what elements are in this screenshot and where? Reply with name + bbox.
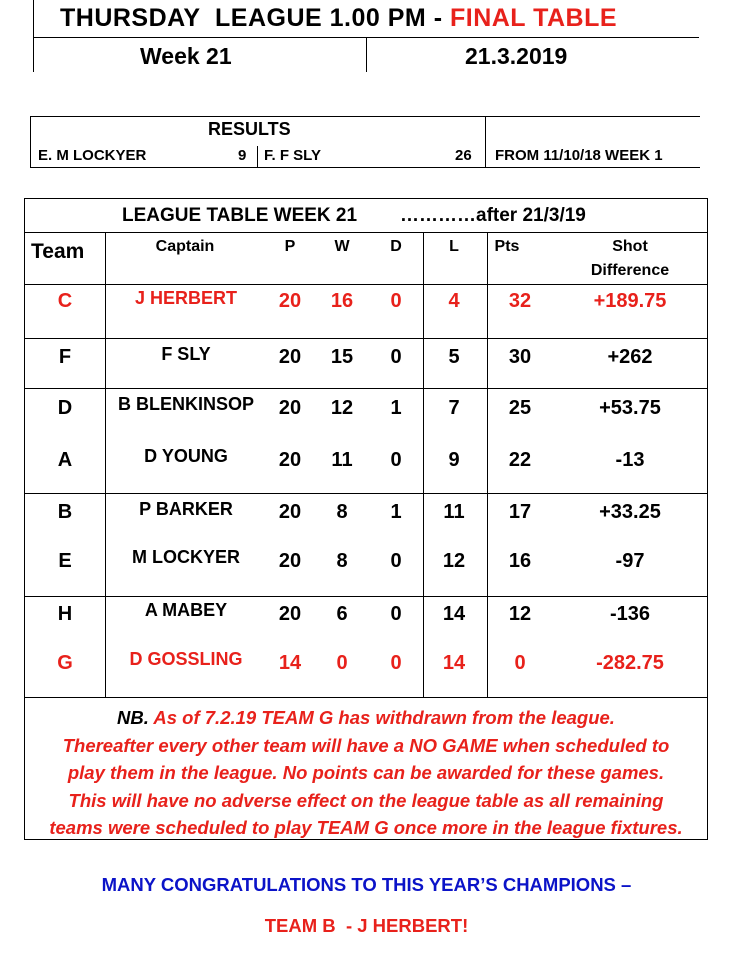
note-line-5: teams were scheduled to play TEAM G once more in the league fixtures. xyxy=(49,817,683,839)
row-w: 15 xyxy=(330,346,354,368)
row-pts: 0 xyxy=(514,652,526,674)
col-header-l: L xyxy=(449,238,459,255)
table-col-rule xyxy=(487,232,488,697)
table-rule xyxy=(24,232,708,233)
table-col-rule xyxy=(105,232,106,697)
note-line-1: As of 7.2.19 TEAM G has withdrawn from the league. xyxy=(148,707,615,728)
row-p: 20 xyxy=(278,346,302,368)
note-prefix: NB. xyxy=(117,707,149,728)
row-l: 12 xyxy=(442,550,466,572)
row-shot: -136 xyxy=(609,603,651,625)
col-header-shot: Shot xyxy=(612,238,648,255)
results-divider-teams xyxy=(257,146,258,168)
row-l: 14 xyxy=(442,603,466,625)
row-captain: F SLY xyxy=(161,344,211,364)
row-l: 11 xyxy=(443,501,465,523)
row-d: 0 xyxy=(390,603,402,625)
col-header-team: Team xyxy=(31,240,85,263)
col-header-captain: Captain xyxy=(155,238,215,255)
row-shot: -282.75 xyxy=(596,652,664,674)
note-line-3: play them in the league. No points can be awarded for these games. xyxy=(67,762,665,784)
result-home-team: E. M LOCKYER xyxy=(38,147,147,164)
row-p: 20 xyxy=(278,501,302,523)
col-header-difference: Difference xyxy=(590,262,670,279)
col-header-d: D xyxy=(390,238,402,255)
row-team: E xyxy=(58,550,72,572)
row-team: D xyxy=(57,397,73,419)
row-d: 0 xyxy=(390,550,402,572)
row-p: 20 xyxy=(278,449,302,471)
row-d: 0 xyxy=(390,290,402,312)
table-rule xyxy=(24,493,708,494)
header-divider xyxy=(366,38,367,72)
row-l: 9 xyxy=(448,449,460,471)
row-pts: 12 xyxy=(508,603,532,625)
row-shot: +33.25 xyxy=(599,501,661,523)
col-header-pts: Pts xyxy=(494,238,520,255)
row-p: 20 xyxy=(278,603,302,625)
row-shot: -97 xyxy=(615,550,645,572)
row-captain: D YOUNG xyxy=(144,446,228,466)
row-d: 0 xyxy=(390,346,402,368)
withdrawal-note xyxy=(26,704,706,842)
row-p: 20 xyxy=(278,397,302,419)
row-team: G xyxy=(57,652,73,674)
note-line-4: This will have no adverse effect on the league table as all remaining xyxy=(68,789,664,811)
row-captain: D GOSSLING xyxy=(129,649,243,669)
row-shot: +53.75 xyxy=(599,397,661,419)
row-w: 8 xyxy=(336,501,348,523)
league-table-after: …………after 21/3/19 xyxy=(400,205,586,226)
row-captain: A MABEY xyxy=(144,600,228,620)
row-l: 4 xyxy=(448,290,460,312)
week-label: Week 21 xyxy=(140,43,232,69)
table-rule xyxy=(24,697,708,698)
results-divider xyxy=(485,116,486,168)
league-table-title: LEAGUE TABLE WEEK 21 xyxy=(122,205,358,226)
row-l: 14 xyxy=(442,652,466,674)
row-shot: +189.75 xyxy=(593,290,667,312)
result-away-score: 26 xyxy=(455,147,472,164)
row-p: 14 xyxy=(278,652,302,674)
row-shot: +262 xyxy=(607,346,653,368)
date-label: 21.3.2019 xyxy=(465,43,568,69)
row-w: 12 xyxy=(330,397,354,419)
row-d: 1 xyxy=(390,397,402,419)
row-pts: 32 xyxy=(508,290,532,312)
champion-text: TEAM B - J HERBERT! xyxy=(264,915,469,936)
table-rule xyxy=(24,388,708,389)
row-captain: M LOCKYER xyxy=(132,547,240,567)
row-l: 7 xyxy=(448,397,460,419)
row-team: B xyxy=(57,501,73,523)
row-pts: 17 xyxy=(508,501,532,523)
table-rule xyxy=(24,284,708,285)
row-p: 20 xyxy=(278,290,302,312)
title-final-table: FINAL TABLE xyxy=(449,4,618,32)
row-team: H xyxy=(57,603,73,625)
table-rule xyxy=(24,338,708,339)
row-shot: -13 xyxy=(615,449,645,471)
row-captain: J HERBERT xyxy=(134,288,237,308)
row-pts: 30 xyxy=(508,346,532,368)
table-rule xyxy=(24,596,708,597)
row-w: 16 xyxy=(330,290,354,312)
row-d: 0 xyxy=(390,652,402,674)
row-team: C xyxy=(57,290,73,312)
row-w: 11 xyxy=(331,449,353,471)
page-title xyxy=(60,4,617,33)
results-title: RESULTS xyxy=(208,119,291,139)
row-w: 6 xyxy=(336,603,348,625)
row-captain: B BLENKINSOP xyxy=(117,394,254,414)
result-from-text: FROM 11/10/18 WEEK 1 xyxy=(495,147,663,164)
row-captain: P BARKER xyxy=(139,499,233,519)
row-w: 0 xyxy=(336,652,348,674)
row-team: F xyxy=(58,346,72,368)
result-home-score: 9 xyxy=(238,147,247,164)
congratulations-text: MANY CONGRATULATIONS TO THIS YEAR’S CHAMPIONS – xyxy=(101,874,632,895)
row-pts: 25 xyxy=(508,397,532,419)
col-header-p: P xyxy=(284,238,296,255)
title-main: THURSDAY LEAGUE 1.00 PM - xyxy=(60,4,450,32)
row-l: 5 xyxy=(448,346,460,368)
table-col-rule xyxy=(423,232,424,697)
note-line-2: Thereafter every other team will have a NO GAME when scheduled to xyxy=(62,734,670,756)
result-away-team: F. F SLY xyxy=(264,147,321,164)
row-pts: 22 xyxy=(508,449,532,471)
row-p: 20 xyxy=(278,550,302,572)
row-d: 1 xyxy=(390,501,402,523)
col-header-w: W xyxy=(334,238,350,255)
row-team: A xyxy=(57,449,73,471)
row-pts: 16 xyxy=(508,550,532,572)
row-w: 8 xyxy=(336,550,348,572)
row-d: 0 xyxy=(390,449,402,471)
